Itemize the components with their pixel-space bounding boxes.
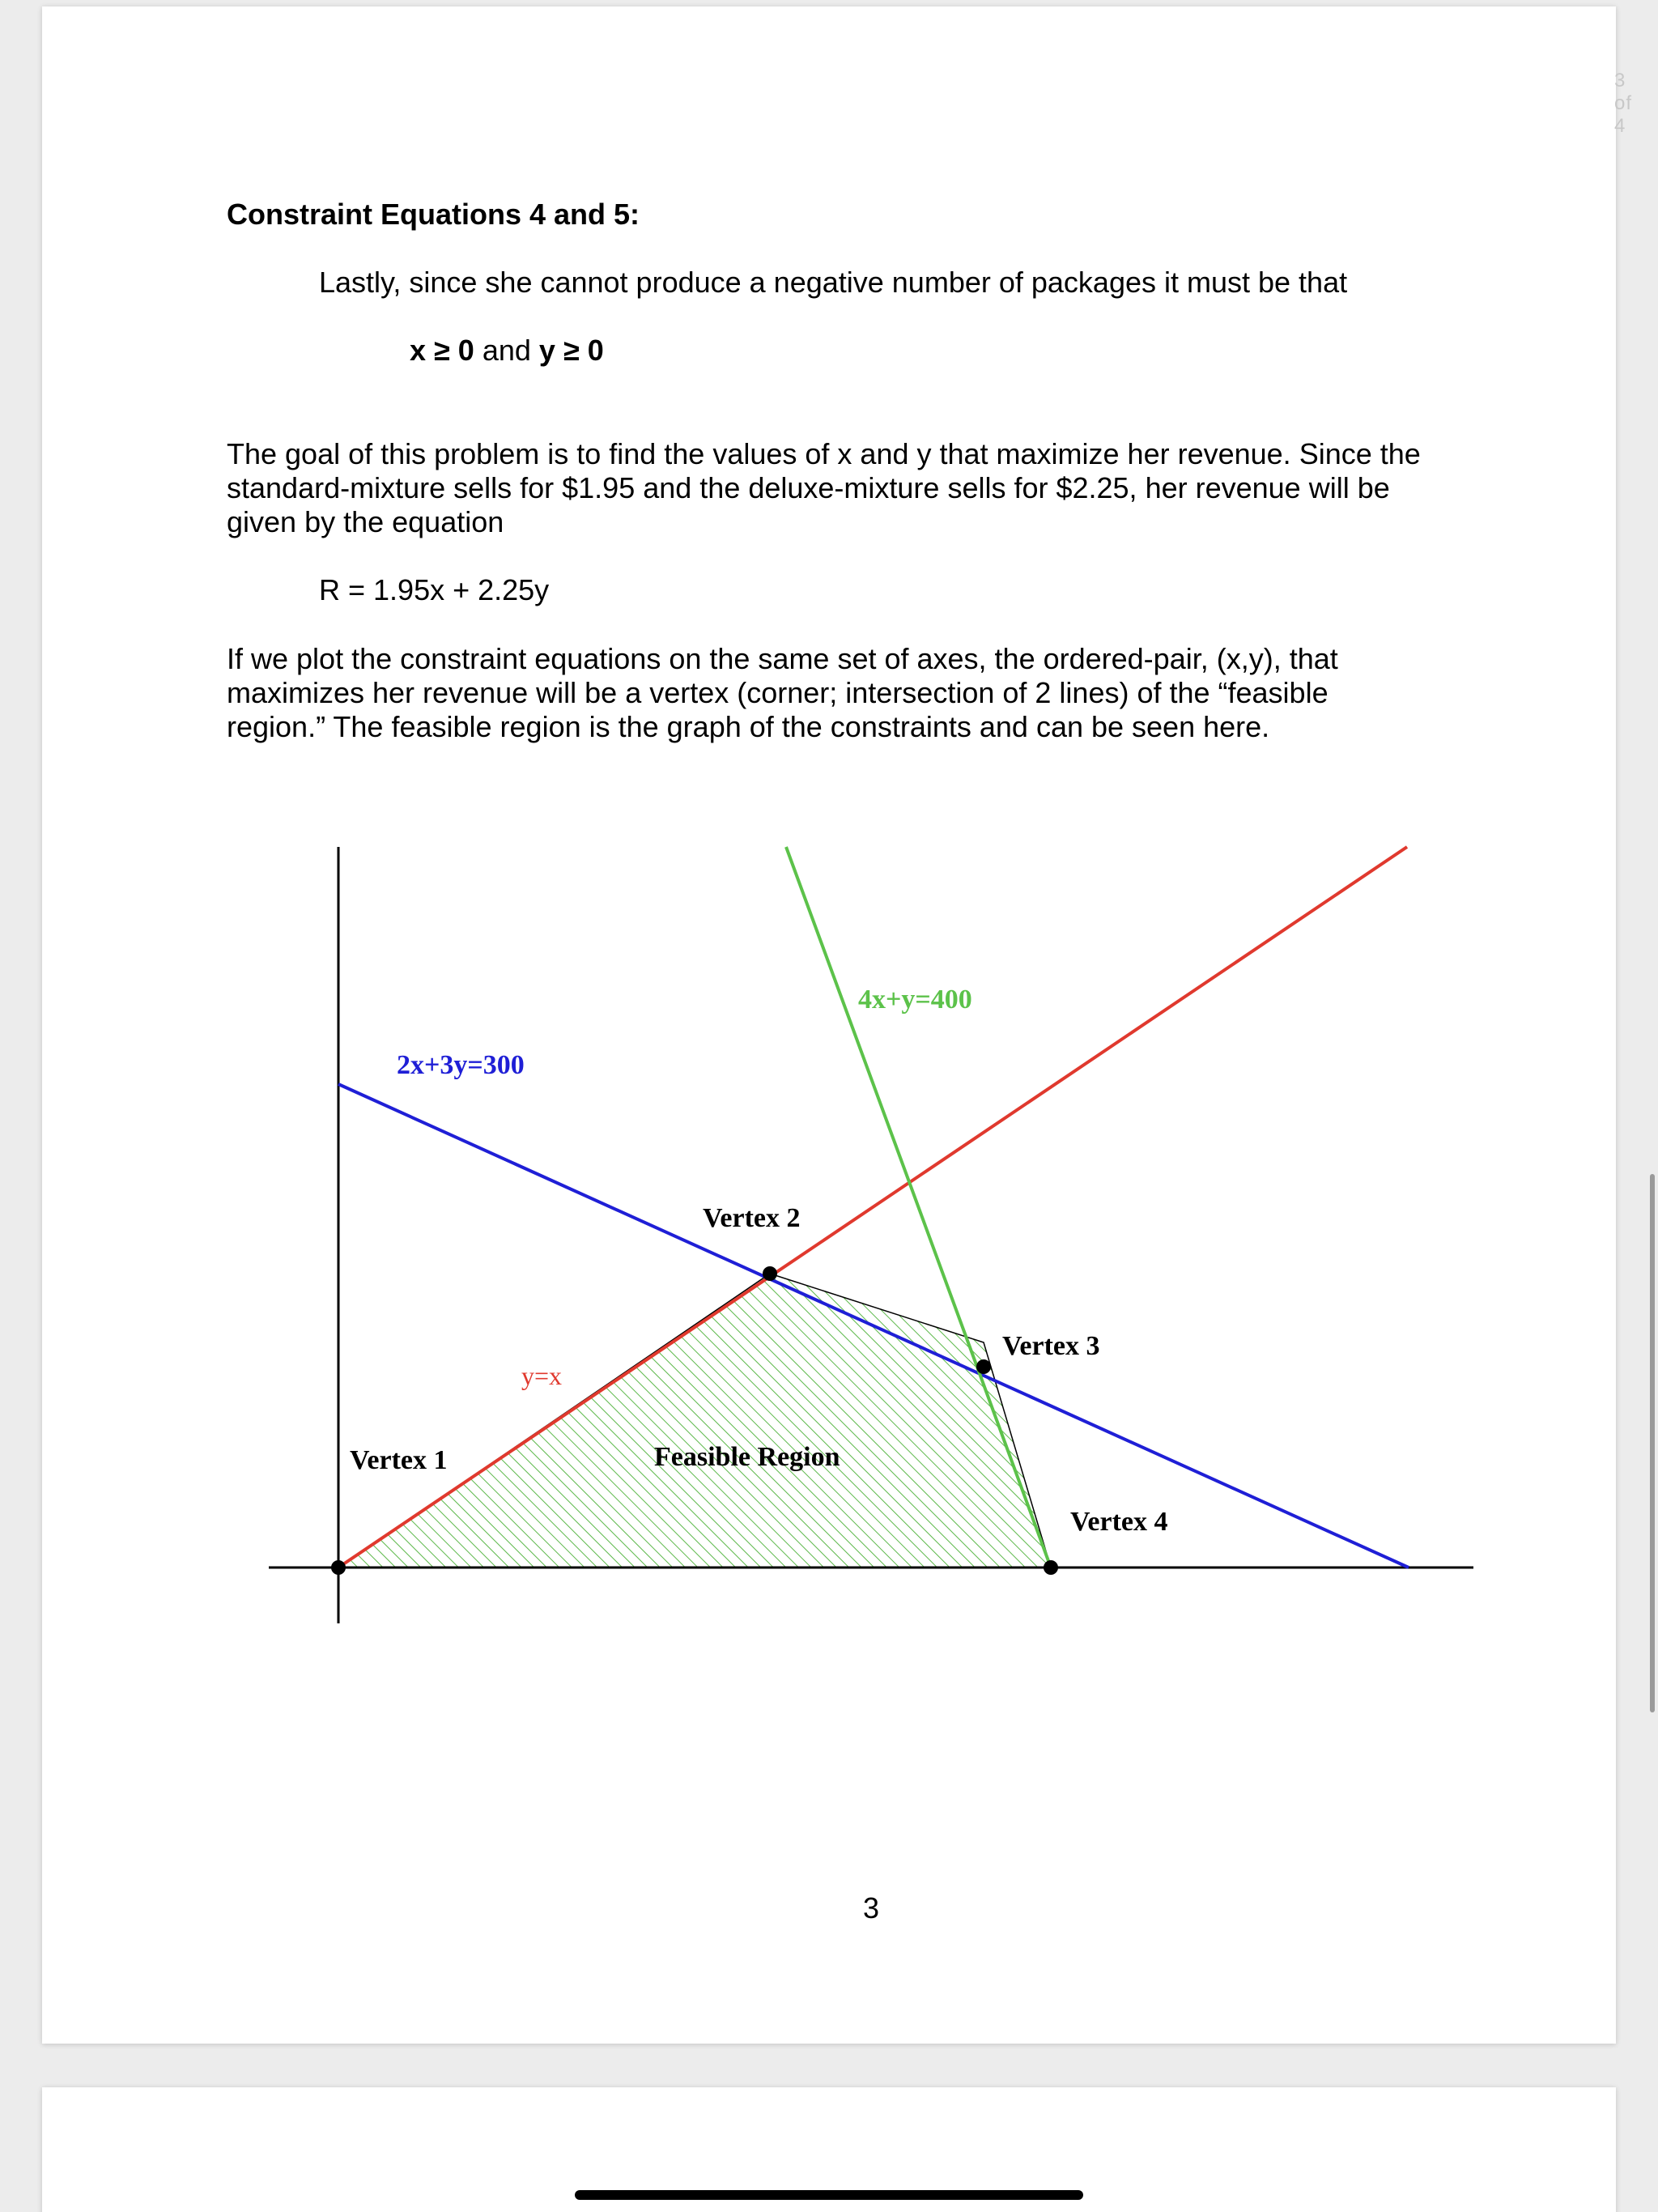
feasible-region-graph bbox=[227, 832, 1522, 1642]
label-vertex4: Vertex 4 bbox=[1070, 1507, 1168, 1537]
paragraph-line: given by the equation bbox=[227, 505, 504, 538]
vertex3-point bbox=[976, 1359, 991, 1374]
page-indicator: 3 of 4 bbox=[1614, 70, 1633, 137]
revenue-equation: R = 1.95x + 2.25y bbox=[319, 573, 550, 606]
y-constraint: y ≥ 0 bbox=[538, 334, 604, 367]
label-2x-3y-300: 2x+3y=300 bbox=[397, 1050, 525, 1080]
paragraph-line: region.” The feasible region is the graph of the constraints and can be seen here. bbox=[227, 710, 1270, 743]
paragraph-line: If we plot the constraint equations on the same set of axes, the ordered-pair, (x,y), that bbox=[227, 642, 1338, 675]
feasible-region-fill bbox=[338, 1274, 1051, 1568]
paragraph-line: The goal of this problem is to find the values of x and y that maximize her revenue. Since the bbox=[227, 437, 1421, 470]
paragraph-nonnegative: Lastly, since she cannot produce a negative number of packages it must be that bbox=[319, 266, 1348, 299]
label-y-equals-x: y=x bbox=[521, 1361, 563, 1390]
paragraph-line: standard-mixture sells for $1.95 and the deluxe-mixture sells for $2.25, her revenue will be bbox=[227, 471, 1390, 504]
nonnegativity-constraints bbox=[410, 334, 604, 368]
document-page bbox=[42, 6, 1633, 2044]
vertex2-point bbox=[763, 1266, 777, 1281]
paragraph-feasible-region bbox=[227, 642, 1490, 744]
label-4x-y-400: 4x+y=400 bbox=[858, 985, 972, 1015]
label-feasible-region: Feasible Region bbox=[654, 1442, 840, 1472]
vertex4-point bbox=[1044, 1560, 1058, 1575]
label-vertex2: Vertex 2 bbox=[703, 1203, 801, 1233]
home-indicator[interactable] bbox=[575, 2190, 1083, 2200]
constraint-joiner: and bbox=[482, 334, 531, 367]
paragraph-goal bbox=[227, 437, 1490, 539]
x-constraint: x ≥ 0 bbox=[410, 334, 474, 367]
vertical-scrollbar[interactable] bbox=[1650, 1174, 1655, 1712]
label-vertex3: Vertex 3 bbox=[1002, 1331, 1100, 1361]
vertex1-point bbox=[331, 1560, 346, 1575]
label-vertex1: Vertex 1 bbox=[350, 1445, 448, 1475]
paragraph-line: maximizes her revenue will be a vertex (corner; intersection of 2 lines) of the “feasible bbox=[227, 676, 1329, 709]
page-number: 3 bbox=[862, 1891, 880, 1925]
section-heading: Constraint Equations 4 and 5: bbox=[227, 198, 640, 231]
